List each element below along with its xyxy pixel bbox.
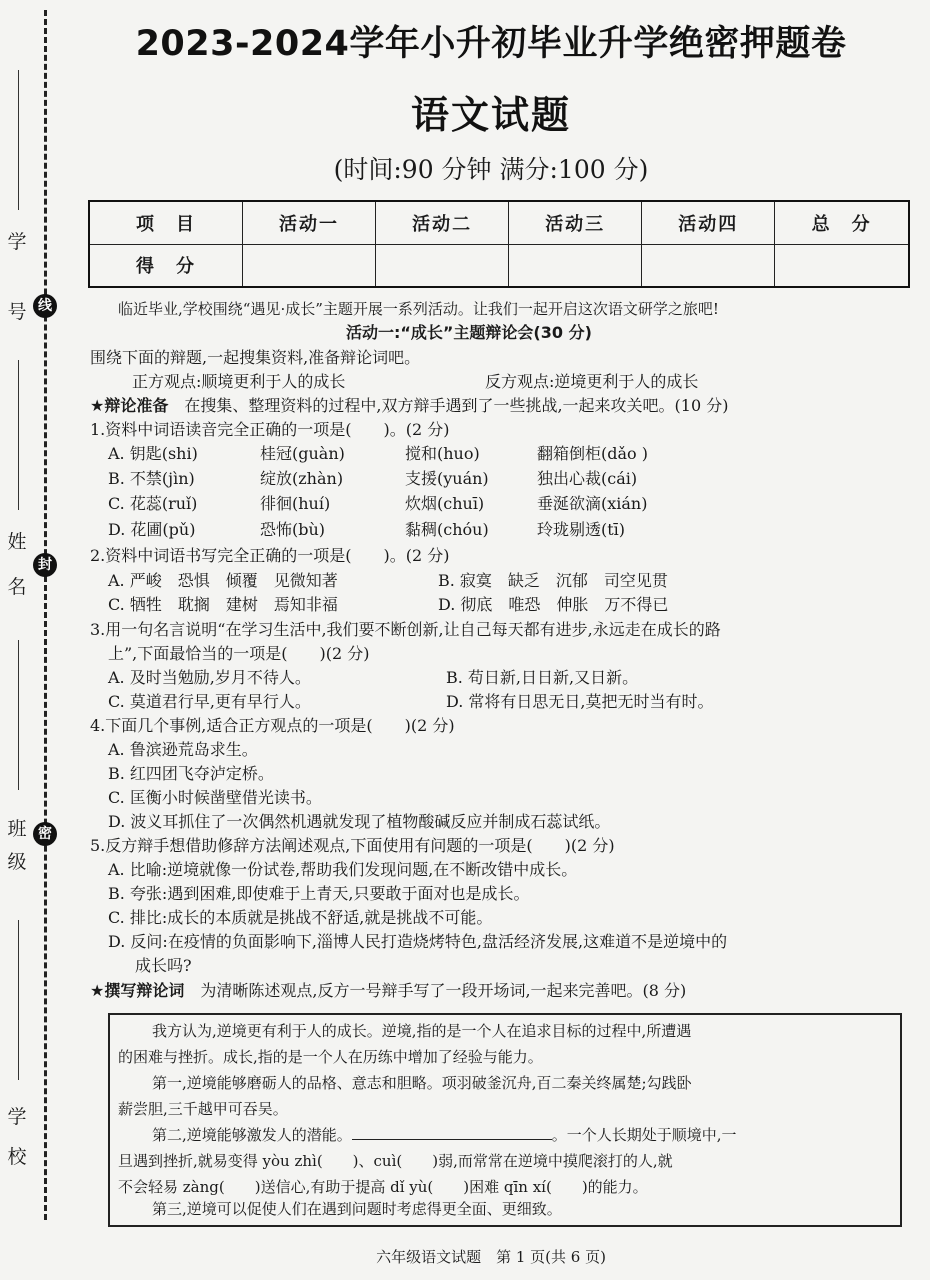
activity1-lead: 围绕下面的辩题,一起搜集资料,准备辩论词吧。 xyxy=(90,348,421,367)
q1-option: 炊烟(chuī) xyxy=(405,494,485,513)
question-3-stem: 3.用一句名言说明“在学习生活中,我们要不断创新,让自己每天都有进步,永远走在成长的路 xyxy=(90,620,721,639)
score-table-header-row xyxy=(89,201,909,244)
q1-option: 垂涎欲滴(xián) xyxy=(537,494,648,513)
q1-option: 桂冠(guàn) xyxy=(260,444,345,463)
pro-viewpoint: 正方观点:顺境更利于人的成长 xyxy=(132,372,346,391)
debate-write-line xyxy=(90,980,686,1002)
score-table xyxy=(88,200,910,288)
essay-line: 第一,逆境能够磨砺人的品格、意志和胆略。项羽破釜沉舟,百二秦关终属楚;勾践卧 xyxy=(152,1074,692,1092)
score-cell[interactable] xyxy=(509,244,642,287)
q4-option: C. 匡衡小时候凿壁借光读书。 xyxy=(108,788,322,807)
q1-option: 翻箱倒柜(dǎo ) xyxy=(537,444,648,463)
sidebar-label: 学 xyxy=(7,1106,27,1128)
q1-option: 徘徊(huí) xyxy=(260,494,331,513)
essay-line: 的困难与挫折。成长,指的是一个人在历练中增加了经验与能力。 xyxy=(118,1048,543,1066)
q1-option: 恐怖(bù) xyxy=(260,520,326,539)
question-2-stem: 2.资料中词语书写完全正确的一项是( )。(2 分) xyxy=(90,546,450,565)
q5-option: A. 比喻:逆境就像一份试卷,帮助我们发现问题,在不断改错中成长。 xyxy=(108,860,578,879)
q5-option: D. 反问:在疫情的负面影响下,淄博人民打造烧烤特色,盘活经济发展,这难道不是逆境中的 xyxy=(108,932,728,951)
q3-option: D. 常将有日思无日,莫把无时当有时。 xyxy=(446,692,714,711)
binding-dashed-line xyxy=(44,10,47,1220)
sidebar-label: 级 xyxy=(7,851,27,873)
essay-line: 旦遇到挫折,就易变得 yòu zhì( )、cuì( )弱,而常常在逆境中摸爬滚打的人,就 xyxy=(118,1152,673,1170)
q5-option-cont: 成长吗? xyxy=(135,956,192,975)
binding-mark-xian: 线 xyxy=(33,294,57,318)
sidebar-label: 姓 xyxy=(7,531,27,553)
binding-sidebar xyxy=(0,0,64,1280)
student-number-write-line xyxy=(18,70,19,210)
q2-option: A. 严峻 恐惧 倾覆 见微知著 xyxy=(108,571,338,590)
q1-option: D. 花圃(pǔ) xyxy=(108,520,196,539)
q1-option: 玲珑剔透(tī) xyxy=(537,520,626,539)
q4-option: B. 红四团飞夺泸定桥。 xyxy=(108,764,274,783)
con-viewpoint: 反方观点:逆境更利于人的成长 xyxy=(485,372,699,391)
score-table-header: 活动三 xyxy=(509,201,642,244)
q1-option: 独出心裁(cái) xyxy=(537,469,638,488)
debate-write-title: ★撰写辩论词 xyxy=(90,981,185,1000)
page-footer: 六年级语文试题 第 1 页(共 6 页) xyxy=(376,1248,606,1266)
score-cell[interactable] xyxy=(376,244,509,287)
score-table-row xyxy=(89,244,909,287)
q1-option: B. 不禁(jìn) xyxy=(108,469,195,488)
score-cell[interactable] xyxy=(243,244,376,287)
essay-line: 第三,逆境可以促使人们在遇到问题时考虑得更全面、更细致。 xyxy=(152,1200,562,1218)
debate-prep-line xyxy=(90,395,728,417)
q3-option: C. 莫道君行早,更有早行人。 xyxy=(108,692,311,711)
score-row-label: 得 分 xyxy=(89,244,243,287)
q1-option: C. 花蕊(ruǐ) xyxy=(108,494,198,513)
debate-prep-desc: 在搜集、整理资料的过程中,双方辩手遇到了一些挑战,一起来攻关吧。(10 分) xyxy=(184,396,729,415)
score-table-header: 总 分 xyxy=(775,201,909,244)
sidebar-label: 号 xyxy=(7,301,27,323)
q1-option: 黏稠(chóu) xyxy=(405,520,489,539)
activity1-heading: 活动一:“成长”主题辩论会(30 分) xyxy=(346,323,592,342)
essay-fill-blank[interactable] xyxy=(352,1125,552,1140)
exam-title: 2023-2024学年小升初毕业升学绝密押题卷 xyxy=(135,24,847,64)
q2-option: D. 彻底 唯恐 伸胀 万不得已 xyxy=(438,595,669,614)
q1-option: A. 钥匙(shi) xyxy=(108,444,198,463)
binding-mark-mi: 密 xyxy=(33,822,57,846)
question-4-stem: 4.下面几个事例,适合正方观点的一项是( )(2 分) xyxy=(90,716,455,735)
score-table-header: 活动一 xyxy=(243,201,376,244)
sidebar-label: 校 xyxy=(7,1146,27,1168)
question-1-stem: 1.资料中词语读音完全正确的一项是( )。(2 分) xyxy=(90,420,450,439)
essay-line-with-blank xyxy=(152,1124,737,1146)
q2-option: B. 寂寞 缺乏 沉郁 司空见贯 xyxy=(438,571,668,590)
q1-option: 支援(yuán) xyxy=(405,469,489,488)
q3-option: A. 及时当勉励,岁月不待人。 xyxy=(108,668,311,687)
q4-option: D. 波义耳抓住了一次偶然机遇就发现了植物酸碱反应并制成石蕊试纸。 xyxy=(108,812,611,831)
school-write-line xyxy=(18,920,19,1080)
q2-option: C. 牺牲 耽搁 建树 焉知非福 xyxy=(108,595,338,614)
exam-subtitle: 语文试题 xyxy=(410,93,571,137)
sidebar-label: 名 xyxy=(7,576,27,598)
score-table-header: 活动二 xyxy=(376,201,509,244)
q1-option: 绽放(zhàn) xyxy=(260,469,344,488)
intro-text: 临近毕业,学校围绕“遇见·成长”主题开展一系列活动。让我们一起开启这次语文研学之旅吧! xyxy=(118,300,719,318)
essay-line: 薪尝胆,三千越甲可吞吴。 xyxy=(118,1100,288,1118)
q3-option: B. 苟日新,日日新,又日新。 xyxy=(446,668,639,687)
score-cell[interactable] xyxy=(642,244,775,287)
q5-option: B. 夸张:遇到困难,即使难于上青天,只要敢于面对也是成长。 xyxy=(108,884,530,903)
name-write-line xyxy=(18,360,19,510)
question-3-stem-cont: 上”,下面最恰当的一项是( )(2 分) xyxy=(108,644,370,663)
q1-option: 搅和(huo) xyxy=(405,444,480,463)
debate-prep-title: ★辩论准备 xyxy=(90,396,169,415)
class-write-line xyxy=(18,640,19,790)
q4-option: A. 鲁滨逊荒岛求生。 xyxy=(108,740,258,759)
q5-option: C. 排比:成长的本质就是挑战不舒适,就是挑战不可能。 xyxy=(108,908,493,927)
sidebar-label: 班 xyxy=(7,818,27,840)
time-and-score-info: (时间:90 分钟 满分:100 分) xyxy=(333,155,649,184)
score-table-header: 活动四 xyxy=(642,201,775,244)
debate-write-desc: 为清晰陈述观点,反方一号辩手写了一段开场词,一起来完善吧。(8 分) xyxy=(200,981,687,1000)
essay-text: 第二,逆境能够激发人的潜能。 xyxy=(152,1126,352,1144)
binding-mark-feng: 封 xyxy=(33,553,57,577)
score-table-header: 项 目 xyxy=(89,201,243,244)
essay-line: 我方认为,逆境更有利于人的成长。逆境,指的是一个人在追求目标的过程中,所遭遇 xyxy=(152,1022,692,1040)
sidebar-label: 学 xyxy=(7,231,27,253)
question-5-stem: 5.反方辩手想借助修辞方法阐述观点,下面使用有问题的一项是( )(2 分) xyxy=(90,836,615,855)
essay-text: 。一个人长期处于顺境中,一 xyxy=(551,1126,737,1144)
essay-line: 不会轻易 zàng( )送信心,有助于提高 dǐ yù( )困难 qīn xí( )的能力。 xyxy=(118,1178,648,1196)
score-cell[interactable] xyxy=(775,244,909,287)
